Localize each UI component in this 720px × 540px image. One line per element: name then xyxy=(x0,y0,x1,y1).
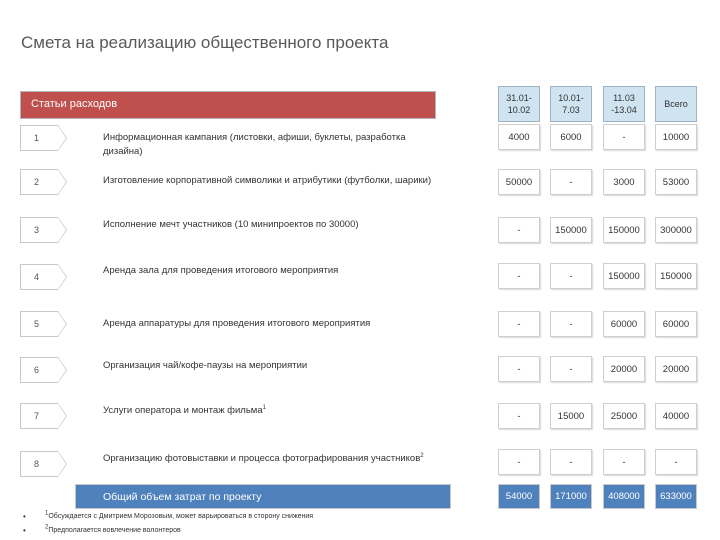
table-cell: - xyxy=(498,311,540,337)
table-cell: - xyxy=(498,449,540,475)
row-number: 8 xyxy=(20,451,58,477)
table-cell: - xyxy=(550,356,592,382)
row-item-text xyxy=(103,218,443,232)
row-item-label: Исполнение мечт участников (10 минипроектов по 30000) xyxy=(103,219,359,230)
table-cell: 50000 xyxy=(498,169,540,195)
column-header-period-3: 11.03 -13.04 xyxy=(603,86,645,122)
row-number: 5 xyxy=(20,311,58,337)
table-cell: 150000 xyxy=(550,217,592,243)
table-cell: 150000 xyxy=(655,263,697,289)
row-item-label: Информационная кампания (листовки, афиши, буклеты, разработка дизайна) xyxy=(103,132,406,157)
table-cell: - xyxy=(655,449,697,475)
table-cell: 15000 xyxy=(550,403,592,429)
table-cell: - xyxy=(550,263,592,289)
footnote-label: Предполагается вовлечение волонтеров xyxy=(48,527,181,534)
footnote-marker: 2 xyxy=(420,452,424,459)
table-cell: - xyxy=(550,311,592,337)
table-cell: - xyxy=(498,403,540,429)
column-header-total: Всего xyxy=(655,86,697,122)
column-header-period-2: 10.01-7.03 xyxy=(550,86,592,122)
row-item-text xyxy=(103,131,443,159)
table-cell: 3000 xyxy=(603,169,645,195)
row-number: 7 xyxy=(20,403,58,429)
table-cell: - xyxy=(498,217,540,243)
table-cell: 4000 xyxy=(498,124,540,150)
total-cell: 633000 xyxy=(655,484,697,509)
row-item-text xyxy=(103,174,443,188)
table-cell: - xyxy=(603,124,645,150)
table-cell: 40000 xyxy=(655,403,697,429)
footnote-marker: 1 xyxy=(262,404,266,411)
row-item-label: Изготовление корпоративной символики и атрибутики (футболки, шарики) xyxy=(103,175,432,186)
row-item-text xyxy=(103,359,443,373)
row-item-label: Организация чай/кофе-паузы на мероприятии xyxy=(103,360,308,371)
footnote xyxy=(23,524,181,535)
column-header-period-1: 31.01-10.02 xyxy=(498,86,540,122)
row-item-label: Аренда аппаратуры для проведения итогового мероприятия xyxy=(103,318,371,329)
footnote-bullet: • xyxy=(23,512,26,521)
table-cell: - xyxy=(550,449,592,475)
total-bar xyxy=(75,484,451,509)
table-cell: 60000 xyxy=(603,311,645,337)
row-item-text xyxy=(103,264,443,278)
header-bar xyxy=(20,91,436,119)
table-cell: 300000 xyxy=(655,217,697,243)
table-cell: - xyxy=(550,169,592,195)
row-number: 6 xyxy=(20,357,58,383)
footnote-label: Обсуждается с Дмитрием Морозовым, может варьироваться в сторону снижения xyxy=(48,513,314,520)
row-item-text xyxy=(103,317,443,331)
header-label: Статьи расходов xyxy=(31,98,118,110)
footnote-marker: 2 xyxy=(45,524,49,531)
table-cell: 10000 xyxy=(655,124,697,150)
row-number: 4 xyxy=(20,264,58,290)
total-label: Общий объем затрат по проекту xyxy=(103,491,262,503)
row-number: 1 xyxy=(20,125,58,151)
row-item-label: Аренда зала для проведения итогового мероприятия xyxy=(103,265,339,276)
row-number: 2 xyxy=(20,169,58,195)
total-cell: 408000 xyxy=(603,484,645,509)
table-cell: 150000 xyxy=(603,217,645,243)
total-cell: 54000 xyxy=(498,484,540,509)
table-cell: 25000 xyxy=(603,403,645,429)
table-cell: 150000 xyxy=(603,263,645,289)
footnote-text xyxy=(45,524,181,535)
row-number: 3 xyxy=(20,217,58,243)
table-cell: 60000 xyxy=(655,311,697,337)
footnote-text xyxy=(45,510,314,521)
table-cell: 6000 xyxy=(550,124,592,150)
table-cell: - xyxy=(498,263,540,289)
table-cell: 53000 xyxy=(655,169,697,195)
footnote-bullet: • xyxy=(23,526,26,535)
row-item-text xyxy=(103,404,443,418)
table-cell: - xyxy=(498,356,540,382)
table-cell: 20000 xyxy=(603,356,645,382)
slide-title: Смета на реализацию общественного проекта xyxy=(21,33,389,52)
footnote-marker: 1 xyxy=(45,510,49,517)
row-item-label: Организацию фотовыставки и процесса фотографирования участников xyxy=(103,453,421,464)
row-item-text xyxy=(103,452,443,466)
table-cell: 20000 xyxy=(655,356,697,382)
row-item-label: Услуги оператора и монтаж фильма xyxy=(103,405,263,416)
footnote xyxy=(23,510,314,521)
total-cell: 171000 xyxy=(550,484,592,509)
table-cell: - xyxy=(603,449,645,475)
